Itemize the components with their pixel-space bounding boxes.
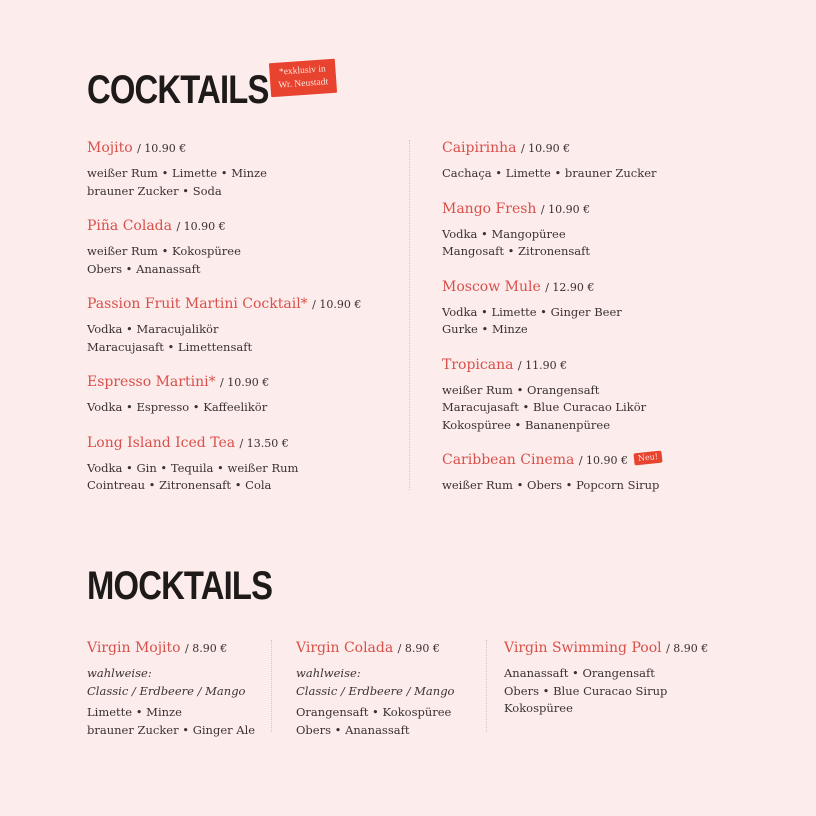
menu-item [442, 200, 662, 261]
menu-item-ingredients: Vodka • Maracujalikör [87, 322, 219, 336]
menu-item-ingredients: Cachaça • Limette • brauner Zucker [442, 166, 657, 180]
menu-item-title-line [442, 200, 662, 219]
menu-item-ingredients: Vodka • Gin • Tequila • weißer Rum [87, 460, 299, 475]
menu-item-ingredients: Obers • Blue Curacao Sirup [504, 683, 668, 698]
menu-item-ingredients: weißer Rum • Obers • Popcorn Sirup [442, 478, 660, 492]
menu-item-option: Classic / Erdbeere / Mango [87, 683, 246, 698]
menu-item [442, 451, 662, 495]
menu-item-name: Long Island Iced Tea [87, 434, 236, 451]
menu-item-price: / 10.90 € [540, 202, 591, 216]
menu-item-name: Espresso Martini* [87, 374, 216, 390]
mocktail-column-1 [87, 639, 255, 756]
menu-item-title-line [442, 356, 662, 375]
menu-item-name: Virgin Swimming Pool [504, 640, 662, 656]
menu-item-price: / 10.90 € [220, 376, 270, 389]
menu-item [504, 639, 708, 718]
menu-item-ingredients: Cointreau • Zitronensaft • Cola [87, 478, 272, 492]
menu-item [87, 434, 361, 495]
menu-item-price: / 10.90 € [520, 142, 571, 155]
menu-item-title-line [87, 217, 361, 236]
menu-item-ingredients: Vodka • Espresso • Kaffeelikör [87, 400, 268, 414]
exclusive-tag-line-2: Wr. Neustadt [278, 77, 329, 91]
menu-item-name: Tropicana [442, 356, 514, 373]
menu-item-name: Caribbean Cinema [442, 452, 575, 468]
menu-item-ingredients: Maracujasaft • Limettensaft [87, 339, 253, 354]
menu-item-ingredients: Orangensaft • Kokospüree [296, 705, 452, 719]
mocktail-column-2 [296, 639, 454, 756]
menu-item-option: wahlweise: [296, 666, 361, 680]
menu-item-price: / 8.90 € [666, 642, 709, 655]
menu-item-ingredients: Obers • Ananassaft [87, 261, 201, 276]
menu-item-ingredients: Vodka • Mangopüree [442, 226, 566, 241]
menu-item-ingredients: Mangosaft • Zitronensaft [442, 244, 591, 258]
mocktails-divider-2 [486, 640, 487, 732]
menu-item-price: / 12.90 € [545, 280, 595, 294]
menu-item-price: / 10.90 € [578, 454, 629, 467]
menu-item-price: / 10.90 € [137, 142, 187, 155]
cocktails-right-column [442, 139, 662, 512]
menu-item-title-line [442, 451, 662, 470]
menu-item-name: Moscow Mule [442, 278, 541, 295]
menu-item-ingredients: Kokospüree • Bananenpüree [442, 417, 611, 432]
menu-item-price: / 10.90 € [176, 220, 226, 233]
menu-item-price: / 8.90 € [185, 642, 228, 655]
menu-item-option: wahlweise: [87, 666, 152, 680]
menu-item [442, 278, 662, 339]
menu-item [442, 139, 662, 183]
menu-item-ingredients: Obers • Ananassaft [296, 722, 410, 737]
menu-item-ingredients: brauner Zucker • Soda [87, 183, 222, 198]
menu-item [87, 295, 361, 356]
menu-item-title-line [87, 139, 361, 158]
menu-item-ingredients: Limette • Minze [87, 705, 182, 719]
menu-item [87, 139, 361, 200]
menu-item-ingredients: weißer Rum • Kokospüree [87, 244, 241, 258]
menu-item-title-line [442, 278, 662, 297]
menu-item-ingredients: Vodka • Limette • Ginger Beer [442, 304, 622, 319]
menu-item-price: / 11.90 € [517, 358, 568, 372]
menu-item [87, 639, 255, 739]
menu-item-ingredients: weißer Rum • Limette • Minze [87, 166, 267, 180]
cocktails-heading: COCKTAILS [87, 68, 269, 112]
new-badge: Neu! [633, 451, 662, 466]
exclusive-tag-line-1: *exklusiv in [278, 64, 327, 78]
menu-item-title-line [296, 639, 454, 658]
menu-item-name: Mango Fresh [442, 200, 537, 217]
menu-item-name: Piña Colada [87, 218, 172, 234]
mocktail-column-3 [504, 639, 708, 735]
menu-item-name: Passion Fruit Martini Cocktail* [87, 296, 308, 312]
cocktails-column-divider [409, 140, 410, 490]
menu-item [87, 217, 361, 278]
menu-item-ingredients: Ananassaft • Orangensaft [504, 666, 655, 680]
menu-item-title-line [87, 639, 255, 658]
menu-item-ingredients: weißer Rum • Orangensaft [442, 382, 600, 397]
menu-item-name: Virgin Colada [296, 640, 394, 656]
menu-item-name: Caipirinha [442, 140, 517, 156]
menu-item-title-line [87, 373, 361, 392]
menu-item [87, 373, 361, 417]
menu-item-price: / 10.90 € [312, 298, 362, 311]
menu-item-price: / 8.90 € [397, 642, 440, 655]
menu-item [442, 356, 662, 435]
mocktails-divider-1 [271, 640, 272, 732]
menu-item-ingredients: brauner Zucker • Ginger Ale [87, 722, 256, 737]
menu-item-title-line [504, 639, 708, 658]
menu-item-title-line [87, 434, 361, 453]
menu-item-price: / 13.50 € [239, 436, 289, 450]
menu-item-name: Mojito [87, 140, 133, 156]
menu-item-title-line [87, 295, 361, 314]
menu-item-ingredients: Gurke • Minze [442, 322, 528, 336]
menu-item-name: Virgin Mojito [87, 640, 181, 656]
mocktails-heading: MOCKTAILS [87, 564, 273, 608]
exclusive-tag [269, 59, 337, 98]
menu-item-ingredients: Maracujasaft • Blue Curacao Likör [442, 400, 647, 414]
menu-item-ingredients: Kokospüree [504, 701, 573, 715]
cocktails-left-column [87, 139, 361, 512]
menu-item-title-line [442, 139, 662, 158]
menu-item [296, 639, 454, 739]
menu-item-option: Classic / Erdbeere / Mango [296, 683, 455, 698]
